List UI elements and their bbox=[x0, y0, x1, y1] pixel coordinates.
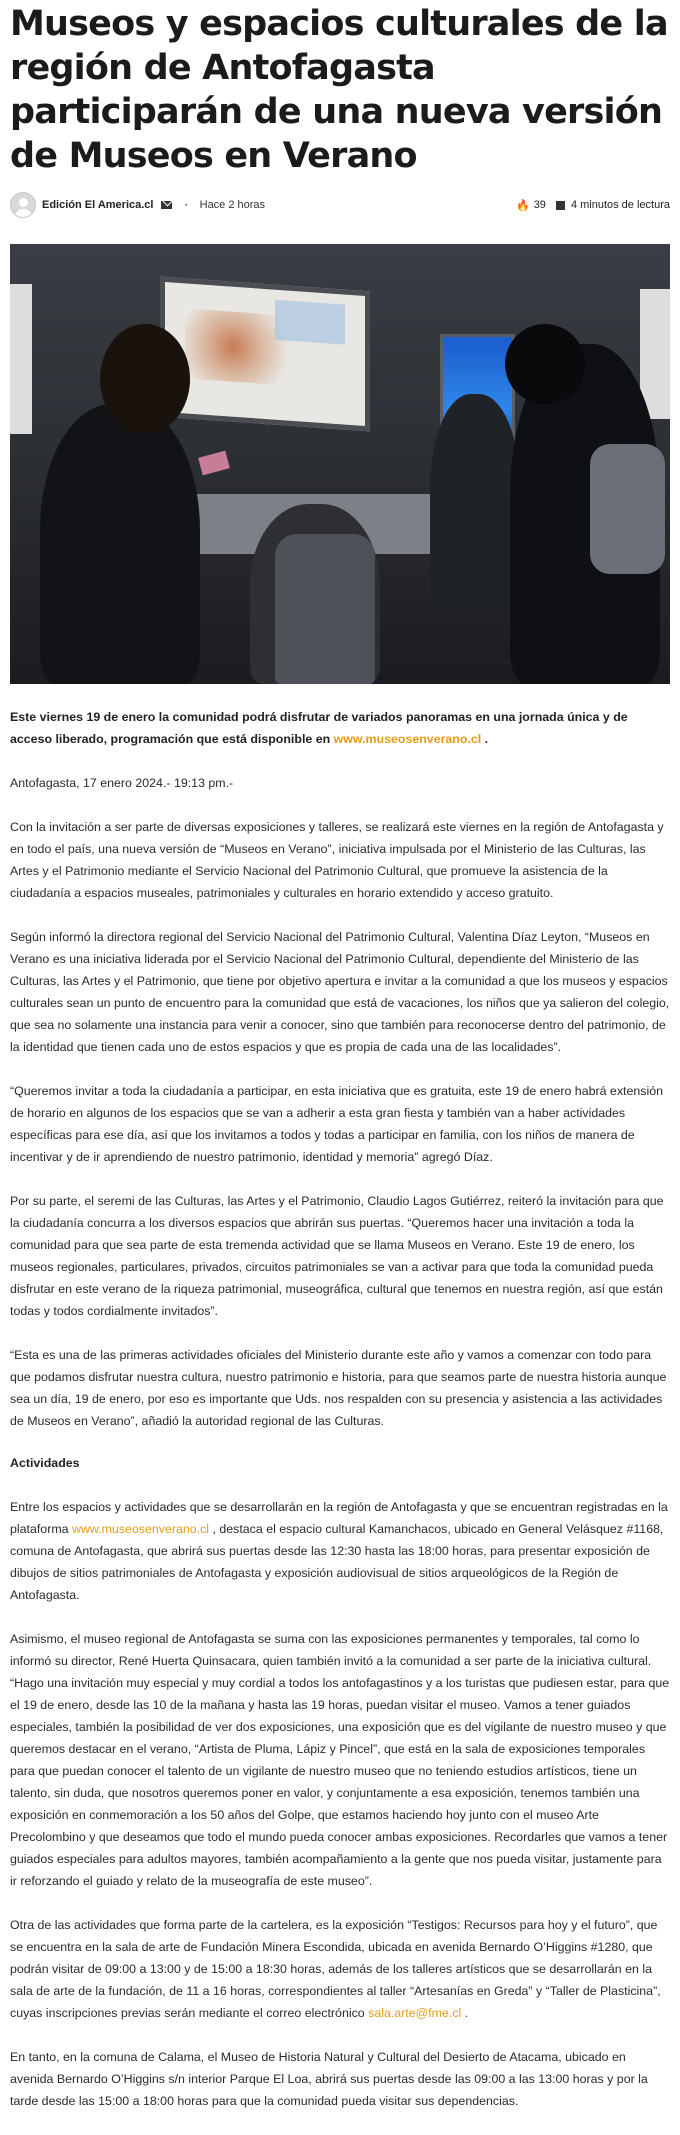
view-count: 39 bbox=[533, 199, 546, 211]
paragraph: Otra de las actividades que forma parte de la cartelera, es la exposición “Testigos: Recursos para hoy y el futuro”, que se encuentra en la sala de arte de Fundación Minera Escondida, ubicada en avenida Bernardo O’Higgins #1280, que podrán visitar de 09:00 a 13:00 y de 15:00 a 18:30 horas, además de los talleres artísticos que se desarrollarán en la sala de arte de la fundación, de 11 a 16 horas, correspondientes al taller “Artesanías en Greda” y “Taller de Plasticina”, cuyas inscripciones previas serán mediante el correo electrónico sala.arte@fme.cl . bbox=[10, 1918, 661, 2020]
visitor-head bbox=[100, 324, 190, 434]
read-time: 4 minutos de lectura bbox=[570, 199, 670, 211]
author-block bbox=[10, 192, 265, 218]
paragraph: “Queremos invitar a toda la ciudadanía a participar, en esta iniciativa que es gratuita, este 19 de enero habrá extensión de horario en algunos de los espacios que se van a adherir a esta gran fiesta y también van a haber actividades específicas para ese día, así que los invitamos a todos y todas a participar en familia, con los niños de manera de incentivar y de ir aprendiendo de nuestro patrimonio, identidad y memoria” agregó Díaz. bbox=[10, 1084, 663, 1164]
avatar[interactable] bbox=[10, 192, 36, 218]
email-link[interactable]: sala.arte@fme.cl bbox=[368, 2006, 462, 2020]
visitor-figure bbox=[40, 404, 200, 684]
visitor-figure bbox=[430, 394, 520, 604]
museos-link[interactable]: www.museosenverano.cl bbox=[333, 732, 482, 746]
article-meta bbox=[10, 190, 670, 220]
separator-dot: • bbox=[184, 200, 188, 210]
paragraph: Asimismo, el museo regional de Antofagasta se suma con las exposiciones permanentes y temporales, tal como lo informó su director, René Huerta Quinsacara, quien también invitó a la comunidad a ser parte de la iniciativa cultural. “Hago una invitación muy especial y muy cordial a todos los antofagastinos y a los turistas que pudiesen estar, para que el 19 de enero, desde las 10 de la mañana y hasta las 19 horas, puedan visitar el museo. Vamos a tener guiados especiales, también la posibilidad de ver dos exposiciones, una exposición que es del vigilante de nuestro museo y que queremos destacar en el verano, “Artista de Pluma, Lápiz y Pincel”, que está en la sala de exposiciones temporales para que puedan conocer el talento de un vigilante de nuestro museo que no teniendo estudios artísticos, tiene un talento, sin duda, que nosotros queremos poner en valor, y conjuntamente a esa exposición, tenemos también una exposición en conmemoración a los 50 años del Golpe, que estamos haciendo hoy junto con el museo Arte Precolombino y que deseamos que todo el mundo pueda conocer ambas exposiciones. Recordarles que vamos a tener guiados especiales para adultos mayores, también acompañamiento a la gente que nos pueda visitar, justamente para ir reforzando el guiado y relato de la museografía de este museo”. bbox=[10, 1632, 670, 1888]
paragraph: Con la invitación a ser parte de diversas exposiciones y talleres, se realizará este viernes en la región de Antofagasta y en todo el país, una nueva versión de “Museos en Verano”, iniciativa impulsada por el Ministerio de las Culturas, las Artes y el Patrimonio mediante el Servicio Nacional del Patrimonio Cultural, que promueve la asistencia de la ciudadanía a espacios museales, patrimoniales y culturales en horario extendido y acceso gratuito. bbox=[10, 820, 664, 900]
phone-shape bbox=[198, 451, 230, 476]
paragraph: “Esta es una de las primeras actividades oficiales del Ministerio durante este año y vamos a comenzar con todo para que podamos disfrutar nuestra cultura, nuestro patrimonio e historia, para que seamos parte de nuestra historia aunque sea un día, 19 de enero, por eso es importante que Uds. nos respalden con su presencia y asistencia a las actividades de Museos en Verano”, añadió la autoridad regional de las Culturas. bbox=[10, 1348, 667, 1428]
dateline: Antofagasta, 17 enero 2024.- 19:13 pm.- bbox=[10, 776, 234, 790]
book-icon bbox=[556, 201, 565, 210]
article-title: Museos y espacios culturales de la región de Antofagasta participarán de una nueva versión de Museos en Verano bbox=[10, 4, 668, 176]
artwork-frame bbox=[160, 277, 370, 432]
backpack-shape bbox=[590, 444, 665, 574]
flame-icon: 🔥 bbox=[515, 199, 530, 212]
visitor-head bbox=[505, 324, 585, 404]
mail-icon[interactable] bbox=[161, 201, 172, 209]
paragraph: Por su parte, el seremi de las Culturas, las Artes y el Patrimonio, Claudio Lagos Gutiérrez, reiteró la invitación para que la ciudadanía concurra a los diversos espacios que abrirán sus puertas. “Queremos hacer una invitación a toda la comunidad para que sea parte de esta tremenda actividad que se llama Museos en Verano. Este 19 de enero, los museos regionales, particulares, privados, circuitos patrimoniales se van a activar para que toda la comunidad pueda disfrutar en este verano de la riqueza patrimonial, museográfica, cultural que tenemos en nuestra región, así que están todas y todos cordialmente invitados”. bbox=[10, 1194, 664, 1318]
paragraph: Entre los espacios y actividades que se desarrollarán en la región de Antofagasta y que se encuentran registradas en la plataforma www.museosenverano.cl , destaca el espacio cultural Kamanchacos, ubicado en General Velásquez #1168, comuna de Antofagasta, que abrirá sus puertas desde las 12:30 hasta las 18:00 horas, para presentar exposición de dibujos de sitios patrimoniales de Antofagasta y exposición audiovisual de sitios arqueológicos de la Región de Antofagasta. bbox=[10, 1500, 668, 1602]
article-lead: Este viernes 19 de enero la comunidad podrá disfrutar de variados panoramas en una jornada única y de acceso liberado, programación que está disponible en www.museosenverano.cl . bbox=[10, 710, 628, 746]
paragraph: Según informó la directora regional del Servicio Nacional del Patrimonio Cultural, Valentina Díaz Leyton, “Museos en Verano es una iniciativa liderada por el Servicio Nacional del Patrimonio Cultural, dependiente del Ministerio de las Culturas, las Artes y el Patrimonio, que tiene por objetivo apertura e invitar a la comunidad a que los museos y espacios culturales sean un punto de encuentro para la comunidad que está de vacaciones, los niños que ya salieron del colegio, que sea no solamente una instancia para venir a conocer, sino que también para reconocerse dentro del patrimonio, de la identidad que tienen cada uno de estos espacios y que es propia de cada una de las localidades”. bbox=[10, 930, 670, 1054]
publish-time: Hace 2 horas bbox=[199, 199, 266, 211]
hero-image bbox=[10, 244, 670, 684]
section-heading: Actividades bbox=[10, 1456, 80, 1470]
backpack-shape bbox=[275, 534, 375, 684]
author-link[interactable]: Edición El America.cl bbox=[42, 199, 154, 211]
wall-panel bbox=[10, 284, 32, 434]
museos-link[interactable]: www.museosenverano.cl bbox=[71, 1522, 210, 1536]
article bbox=[0, 2, 680, 2112]
article-stats bbox=[516, 199, 670, 212]
paragraph: En tanto, en la comuna de Calama, el Museo de Historia Natural y Cultural del Desierto de Atacama, ubicado en avenida Bernardo O’Higgins s/n interior Parque El Loa, abrirá sus puertas desde las 09:00 a las 13:00 horas y por la tarde desde las 15:00 a 18:00 horas para que la comunidad pueda visitar sus dependencias. bbox=[10, 2050, 648, 2108]
